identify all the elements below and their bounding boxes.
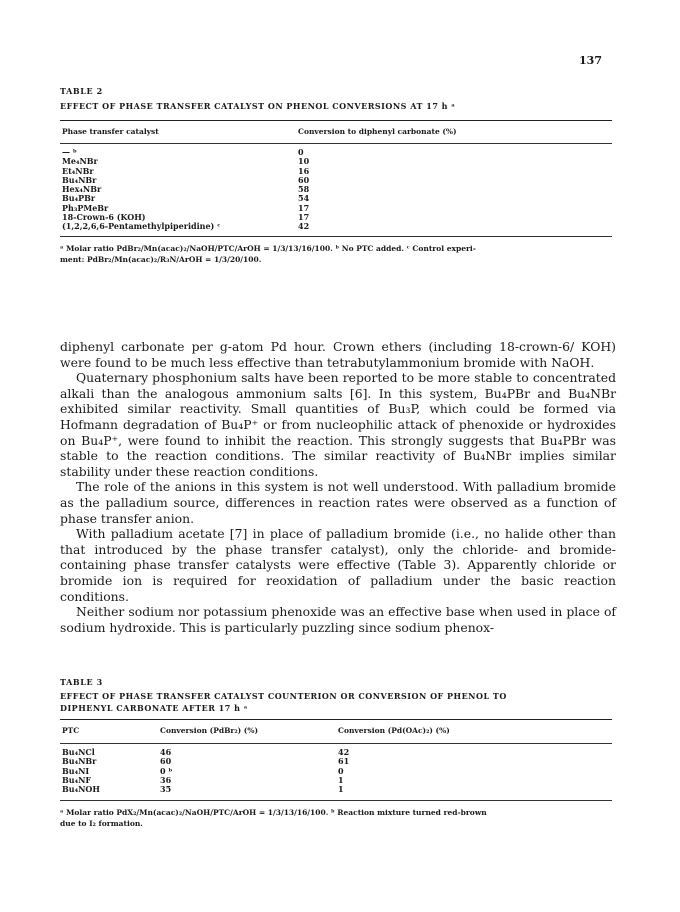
page-number: 137 bbox=[579, 54, 602, 67]
table-row: Bu₄NCl bbox=[62, 747, 95, 757]
table-cell: 42 bbox=[338, 747, 350, 757]
table2-footnote-line1: ᵃ Molar ratio PdBr₂/Mn(acac)₂/NaOH/PTC/ArOH = 1/3/13/16/100. ᵇ No PTC added. ᶜ Control experi- bbox=[60, 244, 476, 253]
table2-col2-header: Conversion to diphenyl carbonate (%) bbox=[298, 127, 457, 136]
table3-col1-header: PTC bbox=[62, 726, 80, 735]
table-cell: 58 bbox=[298, 184, 310, 195]
table-cell: 36 bbox=[160, 774, 172, 785]
table-cell: 35 bbox=[160, 784, 172, 795]
table-cell: 0 bbox=[298, 147, 304, 157]
table2-conversion-column bbox=[298, 148, 309, 232]
table-cell: 1 bbox=[338, 774, 344, 785]
table2-top-rule bbox=[60, 120, 612, 121]
table-cell: 60 bbox=[298, 174, 310, 185]
table-cell: 1 bbox=[338, 784, 344, 795]
table3-footnote-line2: due to I₂ formation. bbox=[60, 819, 143, 828]
table-row: — ᵇ bbox=[62, 147, 77, 157]
table-cell: 10 bbox=[298, 156, 310, 167]
table3-title-line1: EFFECT OF PHASE TRANSFER CATALYST COUNTERION OR CONVERSION OF PHENOL TO bbox=[60, 691, 507, 701]
table3-top-rule bbox=[60, 719, 612, 720]
table-row: Me₄NBr bbox=[62, 156, 98, 167]
table-row: Bu₄NI bbox=[62, 765, 90, 776]
table3-footnote bbox=[60, 807, 616, 829]
table2-footnote-line2: ment: PdBr₂/Mn(acac)₂/R₃N/ArOH = 1/3/20/100. bbox=[60, 255, 262, 264]
table-cell: 17 bbox=[298, 202, 310, 213]
table3-col3-header: Conversion (Pd(OAc)₂) (%) bbox=[338, 726, 450, 735]
table-cell: 60 bbox=[160, 756, 172, 767]
table3-header-rule bbox=[60, 743, 612, 744]
table3-title-line2: DIPHENYL CARBONATE AFTER 17 h ᵃ bbox=[60, 703, 248, 713]
table3-footnote-line1: ᵃ Molar ratio PdX₂/Mn(acac)₂/NaOH/PTC/ArOH = 1/3/13/16/100. ᵇ Reaction mixture turned red-brown bbox=[60, 808, 487, 817]
table-cell: 0 bbox=[338, 765, 344, 776]
table-row: Bu₄PBr bbox=[62, 193, 96, 204]
table-row: Bu₄NBr bbox=[62, 174, 97, 185]
table-cell: 46 bbox=[160, 747, 172, 757]
table3-ptc-column bbox=[62, 748, 100, 794]
table-row: 18-Crown-6 (KOH) bbox=[62, 212, 146, 223]
table-row: Bu₄NF bbox=[62, 774, 92, 785]
table-cell: 54 bbox=[298, 193, 310, 204]
table-cell: 17 bbox=[298, 212, 310, 223]
table-row: Hex₄NBr bbox=[62, 184, 102, 195]
paragraph: diphenyl carbonate per g-atom Pd hour. Crown ethers (including 18-crown-6/ KOH) were found to be much less effective than tetrabutylammonium bromide with NaOH. bbox=[60, 339, 616, 370]
table-row: Et₄NBr bbox=[62, 165, 94, 176]
table-row: Bu₄NBr bbox=[62, 756, 97, 767]
paragraph: Quaternary phosphonium salts have been reported to be more stable to concentrated alkali than the analogous ammonium salts [6]. In this system, Bu₄PBr and Bu₄NBr exhibited similar reactivity. Small quantities of Bu₃P, which could be formed via Hofmann degradation of Bu₄P⁺ or from nucleophilic attack of phenoxide or hydroxides on Bu₄P⁺, were found to inhibit the reaction. This strongly suggests that Bu₄PBr was stable to the reaction conditions. The similar reactivity of Bu₄NBr implies similar stability under these reaction conditions. bbox=[60, 370, 616, 479]
table-row: Bu₄NOH bbox=[62, 784, 100, 795]
table3-pdoac2-column bbox=[338, 748, 349, 794]
table2-title: EFFECT OF PHASE TRANSFER CATALYST ON PHENOL CONVERSIONS AT 17 h ᵃ bbox=[60, 101, 456, 111]
table-row: Ph₃PMeBr bbox=[62, 202, 109, 213]
table-cell: 16 bbox=[298, 165, 310, 176]
table-cell: 61 bbox=[338, 756, 350, 767]
table-row: (1,2,2,6,6-Pentamethylpiperidine) ᶜ bbox=[62, 221, 221, 232]
table2-catalyst-column bbox=[62, 148, 221, 232]
table2-header-rule bbox=[60, 143, 612, 144]
paragraph: Neither sodium nor potassium phenoxide was an effective base when used in place of sodium hydroxide. This is particularly puzzling since sodium phenox- bbox=[60, 604, 616, 635]
table3-label: TABLE 3 bbox=[60, 677, 103, 687]
table3-bottom-rule bbox=[60, 800, 612, 801]
paragraph: With palladium acetate [7] in place of palladium bromide (i.e., no halide other than that introduced by the phase transfer catalyst), only the chloride- and bromide-containing phase transfer catalysts were effective (Table 3). Apparently chloride or bromide ion is required for reoxidation of palladium under the basic reaction conditions. bbox=[60, 526, 616, 604]
body-text bbox=[60, 339, 616, 635]
table2-label: TABLE 2 bbox=[60, 86, 103, 96]
table-cell: 0 ᵇ bbox=[160, 765, 173, 776]
table3-pdbr2-column bbox=[160, 748, 172, 794]
table2-col1-header: Phase transfer catalyst bbox=[62, 127, 159, 136]
table3-col2-header: Conversion (PdBr₂) (%) bbox=[160, 726, 259, 735]
table3-title bbox=[60, 690, 620, 714]
table2-bottom-rule bbox=[60, 236, 612, 237]
table-cell: 42 bbox=[298, 221, 310, 232]
paragraph: The role of the anions in this system is not well understood. With palladium bromide as the palladium source, differences in reaction rates were observed as a function of phase transfer anion. bbox=[60, 479, 616, 526]
table2-footnote bbox=[60, 243, 616, 265]
